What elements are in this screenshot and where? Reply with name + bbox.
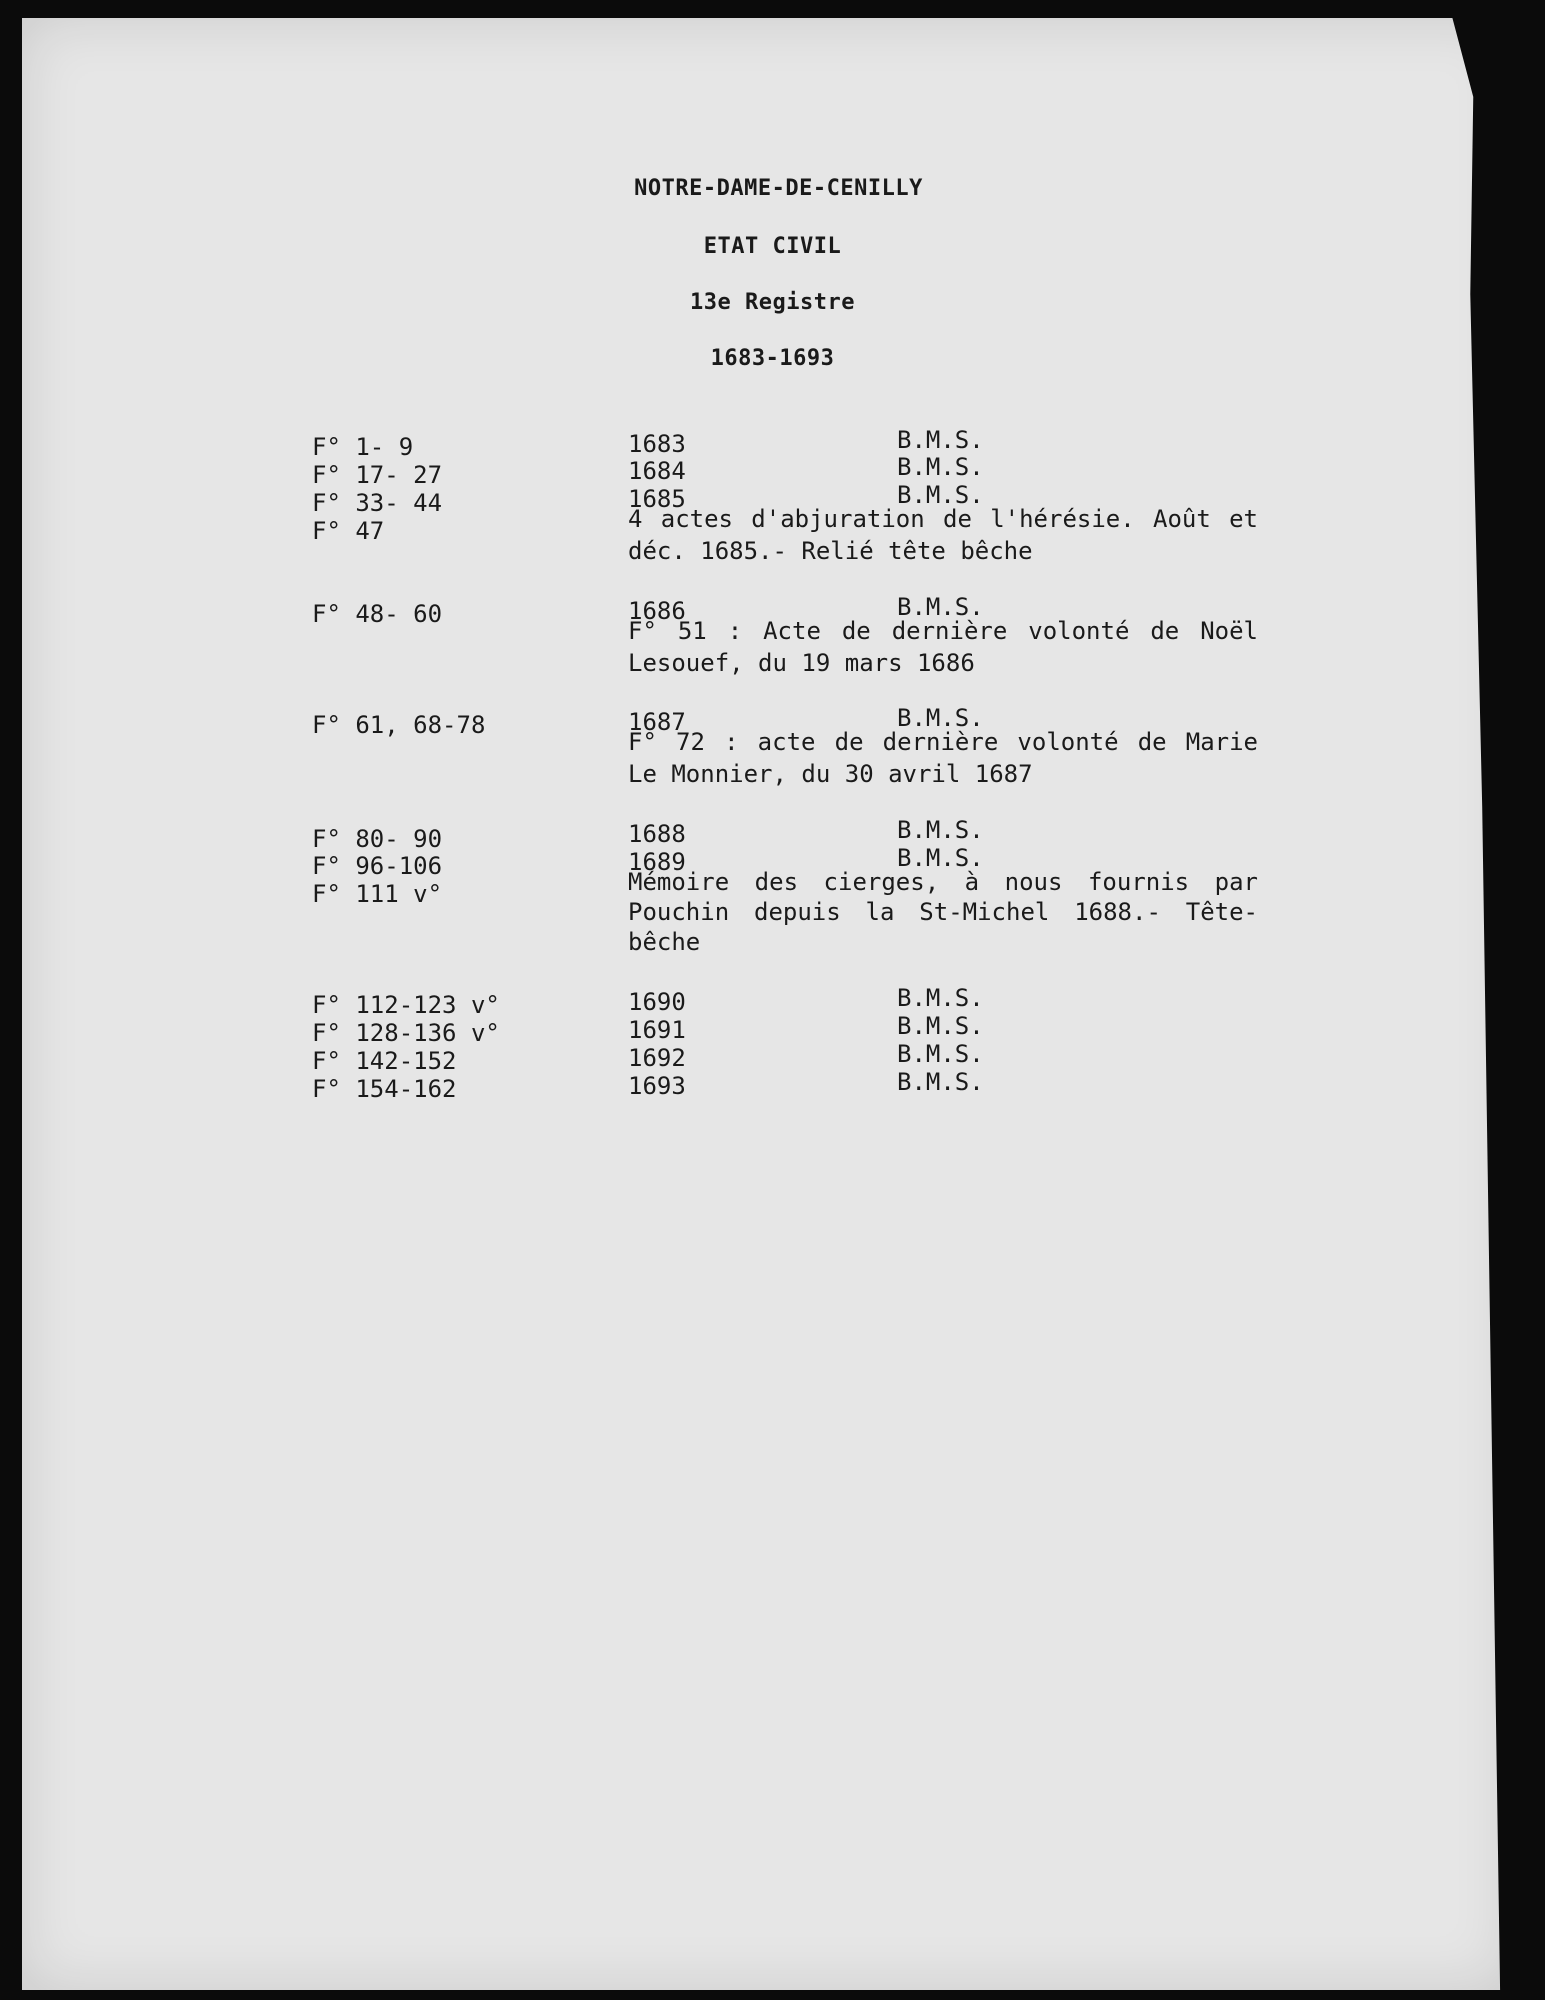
folio-ref: F° 111 v° <box>312 880 443 908</box>
note-line: Pouchin depuis la St-Michel 1688.- Tête- <box>628 898 1258 926</box>
entry-note <box>628 617 1256 677</box>
note-line: Mémoire des cierges, à nous fournis par <box>628 868 1258 896</box>
folio-ref: F° 1- 9 <box>312 433 414 461</box>
entry-type: B.M.S. <box>897 1040 984 1068</box>
entry-year: 1692 <box>628 1044 686 1072</box>
folio-ref: F° 80- 90 <box>312 825 443 853</box>
entry-type: B.M.S. <box>897 426 984 454</box>
entry-year: 1686 <box>628 597 686 625</box>
entry-type: B.M.S. <box>897 984 984 1012</box>
folio-ref: F° 142-152 <box>312 1047 457 1075</box>
note-line: bêche <box>628 928 701 956</box>
folio-ref: F° 128-136 v° <box>312 1019 500 1047</box>
folio-ref: F° 96-106 <box>312 852 443 880</box>
entry-year: 1691 <box>628 1016 686 1044</box>
note-line: F° 51 : Acte de dernière volonté de Noël <box>628 617 1258 645</box>
entry-year: 1689 <box>628 848 686 876</box>
entry-year: 1687 <box>628 708 686 736</box>
folio-ref: F° 17- 27 <box>312 461 443 489</box>
folio-ref: F° 47 <box>312 517 385 545</box>
folio-ref: F° 112-123 v° <box>312 991 500 1019</box>
entry-year: 1688 <box>628 820 686 848</box>
folio-ref: F° 154-162 <box>312 1075 457 1103</box>
entry-year: 1683 <box>628 430 686 458</box>
entry-note <box>628 505 1256 565</box>
entry-type: B.M.S. <box>897 1068 984 1096</box>
note-line: F° 72 : acte de dernière volonté de Marie <box>628 728 1258 756</box>
note-line: Le Monnier, du 30 avril 1687 <box>628 760 1033 788</box>
note-line: déc. 1685.- Relié tête bêche <box>628 537 1033 565</box>
folio-ref: F° 48- 60 <box>312 600 443 628</box>
entry-type: B.M.S. <box>897 704 984 732</box>
entry-year: 1693 <box>628 1072 686 1100</box>
parish-title: NOTRE-DAME-DE-CENILLY <box>634 176 923 201</box>
folio-ref: F° 33- 44 <box>312 489 443 517</box>
note-line: 4 actes d'abjuration de l'hérésie. Août et <box>628 505 1258 533</box>
entry-note <box>628 728 1256 788</box>
entry-year: 1690 <box>628 988 686 1016</box>
entry-type: B.M.S. <box>897 453 984 481</box>
note-line: Lesouef, du 19 mars 1686 <box>628 649 975 677</box>
entry-year: 1684 <box>628 457 686 485</box>
section-title: ETAT CIVIL <box>703 234 842 259</box>
entry-type: B.M.S. <box>897 481 984 509</box>
entry-type: B.M.S. <box>897 844 984 872</box>
entry-type: B.M.S. <box>897 816 984 844</box>
register-title: 13e Registre <box>690 290 855 315</box>
entry-type: B.M.S. <box>897 1012 984 1040</box>
folio-ref: F° 61, 68-78 <box>312 711 486 739</box>
entry-note <box>628 868 1256 956</box>
entry-year: 1685 <box>628 485 686 513</box>
period-title: 1683-1693 <box>710 346 835 371</box>
entry-type: B.M.S. <box>897 593 984 621</box>
